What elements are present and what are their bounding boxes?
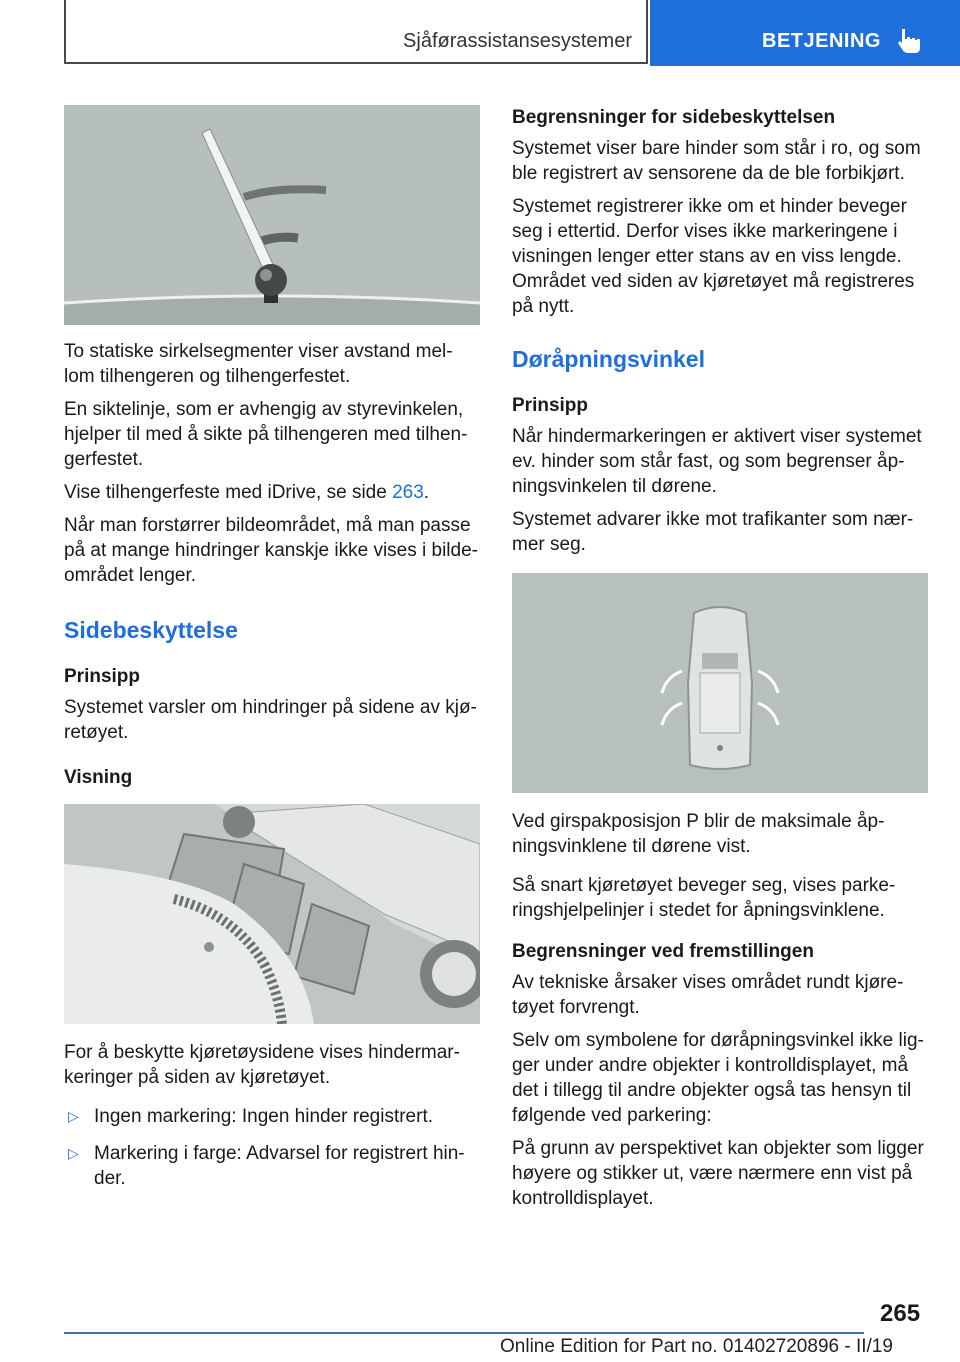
door-angle-principle-2: Systemet advarer ikke mot trafikanter som nær-mer seg. <box>512 509 914 555</box>
list-item <box>64 1104 480 1129</box>
hitch-paragraph-4: Når man forstørrer bildeområdet, må man passe på at mange hindringer kanskje ikke vises i bilde-området lenger. <box>64 515 478 586</box>
door-angle-illustration <box>512 573 928 793</box>
side-protection-description: For å beskytte kjøretøysidene vises hindermar-keringer på siden av kjøretøyet. <box>64 1042 460 1088</box>
triangle-bullet-icon: ▷ <box>68 1108 79 1124</box>
prinsipp-heading-left: Prinsipp <box>64 666 141 687</box>
display-limits-heading: Begrensninger ved fremstillingen <box>512 941 814 962</box>
header-frame <box>64 0 648 64</box>
display-limits-paragraph-1: Av tekniske årsaker vises området rundt kjøre-tøyet forvrengt. <box>512 972 904 1018</box>
gear-p-paragraph: Ved girspakposisjon P blir de maksimale åp-ningsvinklene til dørene vist. <box>512 811 885 857</box>
hitch-paragraph-1: To statiske sirkelsegmenter viser avstand mel-lom tilhengeren og tilhengerfestet. <box>64 341 453 387</box>
pointing-hand-icon <box>895 26 925 56</box>
prinsipp-heading-right: Prinsipp <box>512 395 589 416</box>
section-title-door-angle: Døråpningsvinkel <box>512 346 705 372</box>
footer-edition: Online Edition for Part no. 01402720896 - II/19 <box>500 1336 893 1357</box>
left-column <box>64 105 480 1203</box>
page-number: 265 <box>880 1300 921 1327</box>
header-section-title: Sjåførassistansesystemer <box>403 30 632 52</box>
hitch-paragraph-2: En siktelinje, som er avhengig av styrevinkelen, hjelper til med å sikte på tilhengeren med tilhen-gerfestet. <box>64 399 468 470</box>
vehicle-moving-paragraph: Så snart kjøretøyet beveger seg, vises parke-ringshjelpelinjer i stedet for åpningsvinklene. <box>512 875 896 921</box>
list-item-text: Ingen markering: Ingen hinder registrert. <box>94 1106 434 1127</box>
footer-divider <box>64 1332 864 1334</box>
chapter-label: BETJENING <box>762 30 881 52</box>
side-protection-principle: Systemet varsler om hindringer på sidene av kjø-retøyet. <box>64 697 477 743</box>
hitch-view-illustration <box>64 105 480 325</box>
page-263-link[interactable]: 263 <box>392 482 424 503</box>
display-limits-paragraph-2: Selv om symbolene for døråpningsvinkel ikke lig-ger under andre objekter i kontrolldisplayet, må det i tillegg til andre objekter også tas hensyn til følgende ved parkering: <box>512 1030 924 1126</box>
right-column <box>512 105 928 1219</box>
marking-list <box>64 1104 480 1191</box>
limits-paragraph-2: Systemet registrerer ikke om et hinder beveger seg i ettertid. Derfor vises ikke markeringene i visningen lenger etter stans av en viss lengde. Området ved siden av kjøretøyet må registreres på nytt. <box>512 196 915 317</box>
visning-heading: Visning <box>64 767 133 788</box>
hitch-paragraph-3-end: . <box>423 482 430 503</box>
display-limits-paragraph-3: På grunn av perspektivet kan objekter som ligger høyere og stikker ut, være nærmere enn vist på kontrolldisplayet. <box>512 1138 924 1209</box>
limits-heading: Begrensninger for sidebeskyttelsen <box>512 107 836 128</box>
list-item <box>64 1141 480 1191</box>
header-chapter-tab <box>650 0 960 66</box>
door-angle-principle-1: Når hindermarkeringen er aktivert viser systemet ev. hinder som står fast, og som begrenser åp-ningsvinkelen til dørene. <box>512 426 922 497</box>
list-item-text: Markering i farge: Advarsel for registrert hin-der. <box>94 1143 465 1189</box>
triangle-bullet-icon: ▷ <box>68 1145 79 1161</box>
section-title-side-protection: Sidebeskyttelse <box>64 617 238 643</box>
limits-paragraph-1: Systemet viser bare hinder som står i ro, og som ble registrert av sensorene da de ble forbikjørt. <box>512 138 921 184</box>
side-protection-illustration <box>64 804 480 1024</box>
hitch-paragraph-3-text: Vise tilhengerfeste med iDrive, se side <box>64 482 393 503</box>
hitch-paragraph-3 <box>64 480 480 505</box>
